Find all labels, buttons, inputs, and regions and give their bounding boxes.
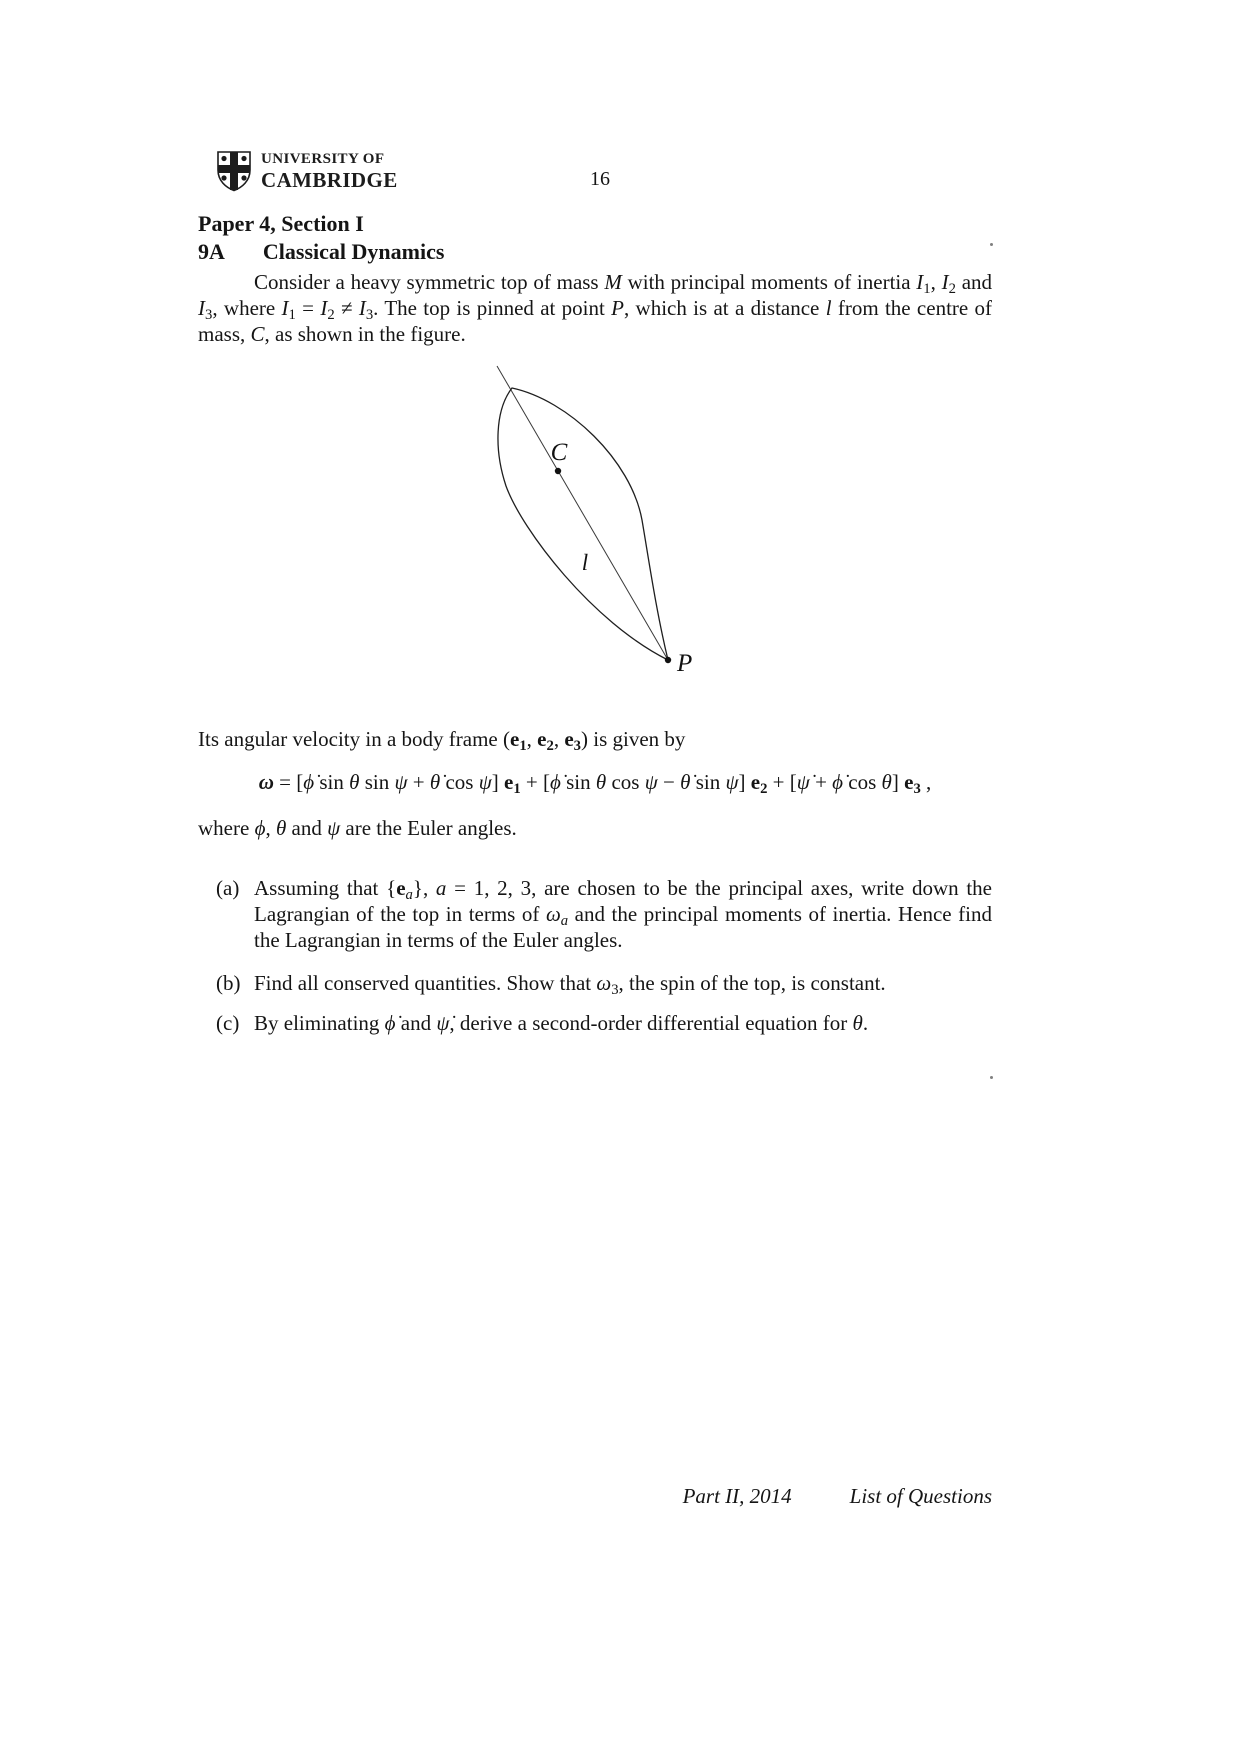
section-title: Paper 4, Section I <box>198 211 364 236</box>
top-outline <box>498 388 668 660</box>
part-b-text: Find all conserved quantities. Show that ω3, the spin of the top, is constant. <box>254 971 886 999</box>
logo-cambridge: CAMBRIDGE <box>261 167 398 192</box>
page-number: 16 <box>590 168 610 190</box>
pivot-label: P <box>677 650 693 677</box>
question-part-a <box>216 875 992 953</box>
top-figure <box>470 358 710 688</box>
logo-university-of: UNIVERSITY OF <box>261 150 385 167</box>
course-title: Classical Dynamics <box>262 239 445 264</box>
centre-of-mass-dot <box>555 468 561 474</box>
footer-part-label: Part II, 2014 <box>682 1484 792 1508</box>
question-code: 9A <box>198 239 225 264</box>
part-c-text: By eliminating ϕ̇ and ψ̇, derive a second-order differential equation for θ. <box>254 1011 869 1035</box>
question-part-b <box>216 970 992 999</box>
part-c-label: (c) <box>216 1011 240 1035</box>
angular-velocity-intro: Its angular velocity in a body frame (e1, e2, e3) is given by <box>198 727 686 755</box>
top-figure-svg <box>470 358 710 688</box>
question-title <box>198 239 444 265</box>
part-a-label: (a) <box>216 876 240 900</box>
length-label: l <box>581 550 589 575</box>
centre-of-mass-label: C <box>550 439 568 466</box>
symmetry-axis-line <box>497 366 668 660</box>
cambridge-shield-icon <box>216 150 252 192</box>
angular-velocity-equation: ω = [ϕ̇ sin θ sin ψ + θ̇ cos ψ] e1 + [ϕ̇ sin θ cos ψ − θ̇ sin ψ] e2 + [ψ̇ + ϕ̇ cos θ] e3 , <box>258 770 932 798</box>
footer-list-of-questions: List of Questions <box>849 1484 992 1508</box>
scan-artifact-dot <box>990 243 993 246</box>
cambridge-logo-text <box>261 152 398 191</box>
question-part-c <box>216 1010 992 1036</box>
intro-paragraph: Consider a heavy symmetric top of mass M with principal moments of inertia I1, I2 and I3, where I1 = I2 ≠ I3. The top is pinned at point P, which is at a distance l from the centre of mass, C, as shown in the figure. <box>198 270 993 346</box>
page-footer <box>198 1483 992 1509</box>
question-parts <box>216 875 992 1036</box>
cambridge-logo <box>216 150 398 192</box>
euler-angles-note: where ϕ, θ and ψ are the Euler angles. <box>198 816 517 840</box>
scan-artifact-dot <box>990 1076 993 1079</box>
part-a-text: Assuming that {ea}, a = 1, 2, 3, are chosen to be the principal axes, write down the Lagrangian of the top in terms of ωa and the principal moments of inertia. Hence find the Lagrangian in terms of the Euler angles. <box>254 876 992 952</box>
part-b-label: (b) <box>216 971 241 995</box>
pivot-dot <box>665 657 671 663</box>
